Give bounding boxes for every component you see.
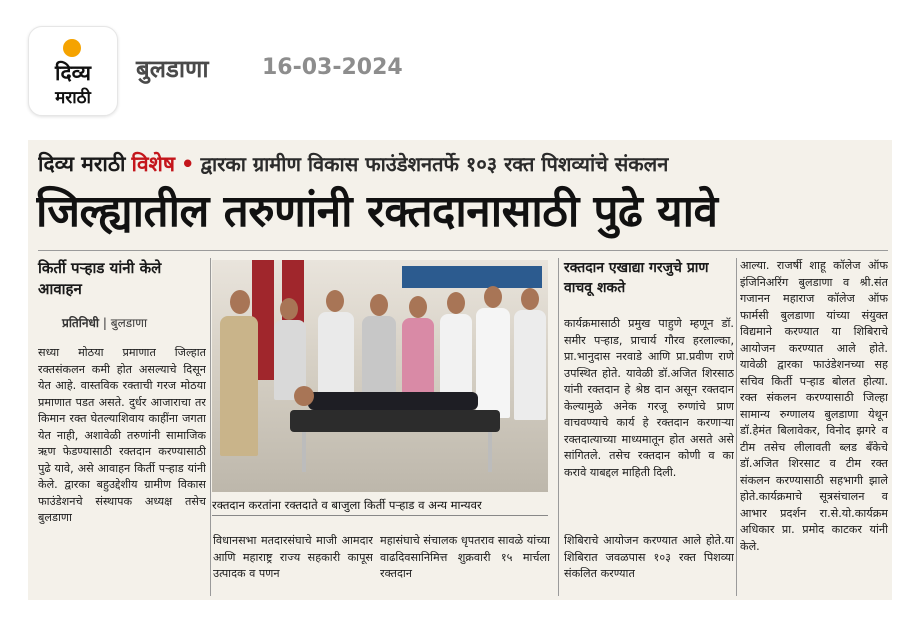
person-head <box>370 294 388 316</box>
bed-leg <box>302 432 306 472</box>
person-figure <box>476 308 510 418</box>
byline <box>62 314 212 331</box>
article-column-2: विधानसभा मतदारसंघाचे माजी आमदार आणि महाराष्ट्र राज्य सहकारी कापूस उत्पादक व पणन <box>213 534 373 580</box>
photo-caption: रक्तदान करतांना रक्तदाते व बाजुला किर्ती पऱ्हाड व अन्य मान्यवर <box>212 495 548 516</box>
donation-bed <box>290 410 500 432</box>
person-figure <box>362 316 396 404</box>
newspaper-clipping[interactable] <box>28 140 892 600</box>
kicker-dot: • <box>181 152 195 176</box>
article-column-4-continued: शिबिराचे आयोजन करण्यात आले होते.या शिबिरात जवळपास १०३ रक्त पिशव्या संकलित करण्यात <box>564 534 734 580</box>
city-name: बुलडाणा <box>136 55 209 83</box>
kicker-text: द्वारका ग्रामीण विकास फाउंडेशनतर्फे १०३ रक्त पिशव्यांचे संकलन <box>200 152 669 176</box>
subheadline: किर्ती पऱ्हाड यांनी केले आवाहन <box>38 259 162 298</box>
event-banner <box>402 266 542 288</box>
headline-rule <box>38 250 888 251</box>
bed-leg <box>488 432 492 472</box>
kicker-brand: दिव्य मराठी <box>38 152 126 176</box>
column-divider <box>736 258 737 596</box>
person-head <box>230 290 250 314</box>
article-column-4: कार्यक्रमासाठी प्रमुख पाहुणे म्हणून डॉ. समीर पऱ्हाड, प्राचार्य गौरव हरलाल्का, प्रा.भानुदास नरवाडे आणि प्रा.प्रवीण राणे उपस्थित होते. यावेळी डॉ.अजित शिरसाठ यांनी रक्तदान हे श्रेष्ठ दान असून रक्तदान केल्यामुळे अनेक गरजू रुग्णांचे प्राण वाचवण्याचे कार्य हे रक्तदान करणाऱ्या रक्तदात्याच्या माध्यमातून होत असते असे सांगितले. तसेच रक्तदान कोणी व का करावे याबद्दल माहिती दिली. <box>564 317 734 479</box>
person-head <box>409 296 427 318</box>
column-divider <box>210 258 211 596</box>
article-photo <box>212 260 548 492</box>
logo-line-2: मराठी <box>55 88 91 108</box>
headline: जिल्ह्यातील तरुणांनी रक्तदानासाठी पुढे यावे <box>36 186 718 237</box>
person-figure <box>220 316 258 456</box>
article-column-3: महासंघाचे संचालक धृपतराव सावळे यांच्या वाढदिवसानिमित्त शुक्रवारी १५ मार्चला रक्तदान <box>380 534 550 580</box>
side-heading: रक्तदान एखाद्या गरजुचे प्राण वाचवू शकते <box>564 260 709 296</box>
article-column-1: सध्या मोठया प्रमाणात जिल्हात रक्तसंकलन कमी होत असल्याचे दिसून येत आहे. वास्तविक रक्ताची गरज मोठया प्रमाणात पडत असते. दुर्धर आजाराचा तर किमान रक्त घेतल्याशिवाय काहींना जगता येत नाही, अशावेळी तरुणांनी सामाजिक ऋण फेडण्यासाठी रक्तदान करण्यासाठी पुढे यावे, असे आवाहन किर्ती पऱ्हाड यांनी केले. द्वारका बहुउद्देशीय ग्रामीण विकास फाउंडेशनचे संस्थापक अध्यक्ष तसेच बुलडाणा <box>38 346 206 524</box>
kicker-line <box>38 150 888 178</box>
article-column-5: आल्या. राजर्षी शाहू कॉलेज ऑफ इंजिनिअरिंग बुलडाणा व श्री.संत गजानन महाराज कॉलेज ऑफ फार्मसी बुलडाणा यांच्या संयुक्त विद्यमाने करण्यात या शिबिराचे आयोजन करण्यात आले होते. यावेळी द्वारका फाउंडेशनच्या सह सचिव किर्ती पऱ्हाड बोलत होत्या. रक्त संकलन करण्यासाठी जिल्हा सामान्य रुग्णालय बुलडाणा येथून डॉ.हेमंत बिलावेकर, विनोद झगरे व टीम तसेच लीलावती ब्लड बँकेचे डॉ.अजित शिरसाट व टीम रक्त संकलन करण्यासाठी सहभागी झाले होते.कार्यक्रमाचे सूत्रसंचालन व आभार प्रदर्शन रा.से.यो.कार्यक्रम अधिकार प्रा. प्रमोद काटकर यांनी केले. <box>740 259 888 553</box>
sun-icon <box>63 39 81 57</box>
person-head <box>447 292 465 314</box>
person-figure <box>318 312 354 402</box>
byline-separator: | <box>102 316 107 330</box>
divya-marathi-logo[interactable] <box>28 26 118 116</box>
person-head <box>326 290 344 312</box>
logo-line-1: दिव्य <box>55 61 91 85</box>
donor-head <box>294 386 314 406</box>
donor-figure <box>308 392 478 410</box>
person-head <box>484 286 502 308</box>
byline-place: बुलडाणा <box>110 316 148 330</box>
byline-label: प्रतिनिधी <box>62 316 100 330</box>
person-head <box>280 298 298 320</box>
edition-date: 16-03-2024 <box>262 55 403 80</box>
column-divider <box>558 258 559 596</box>
page-header <box>0 0 912 135</box>
person-head <box>521 288 539 310</box>
person-figure <box>514 310 546 420</box>
kicker-special: विशेष <box>131 152 176 176</box>
